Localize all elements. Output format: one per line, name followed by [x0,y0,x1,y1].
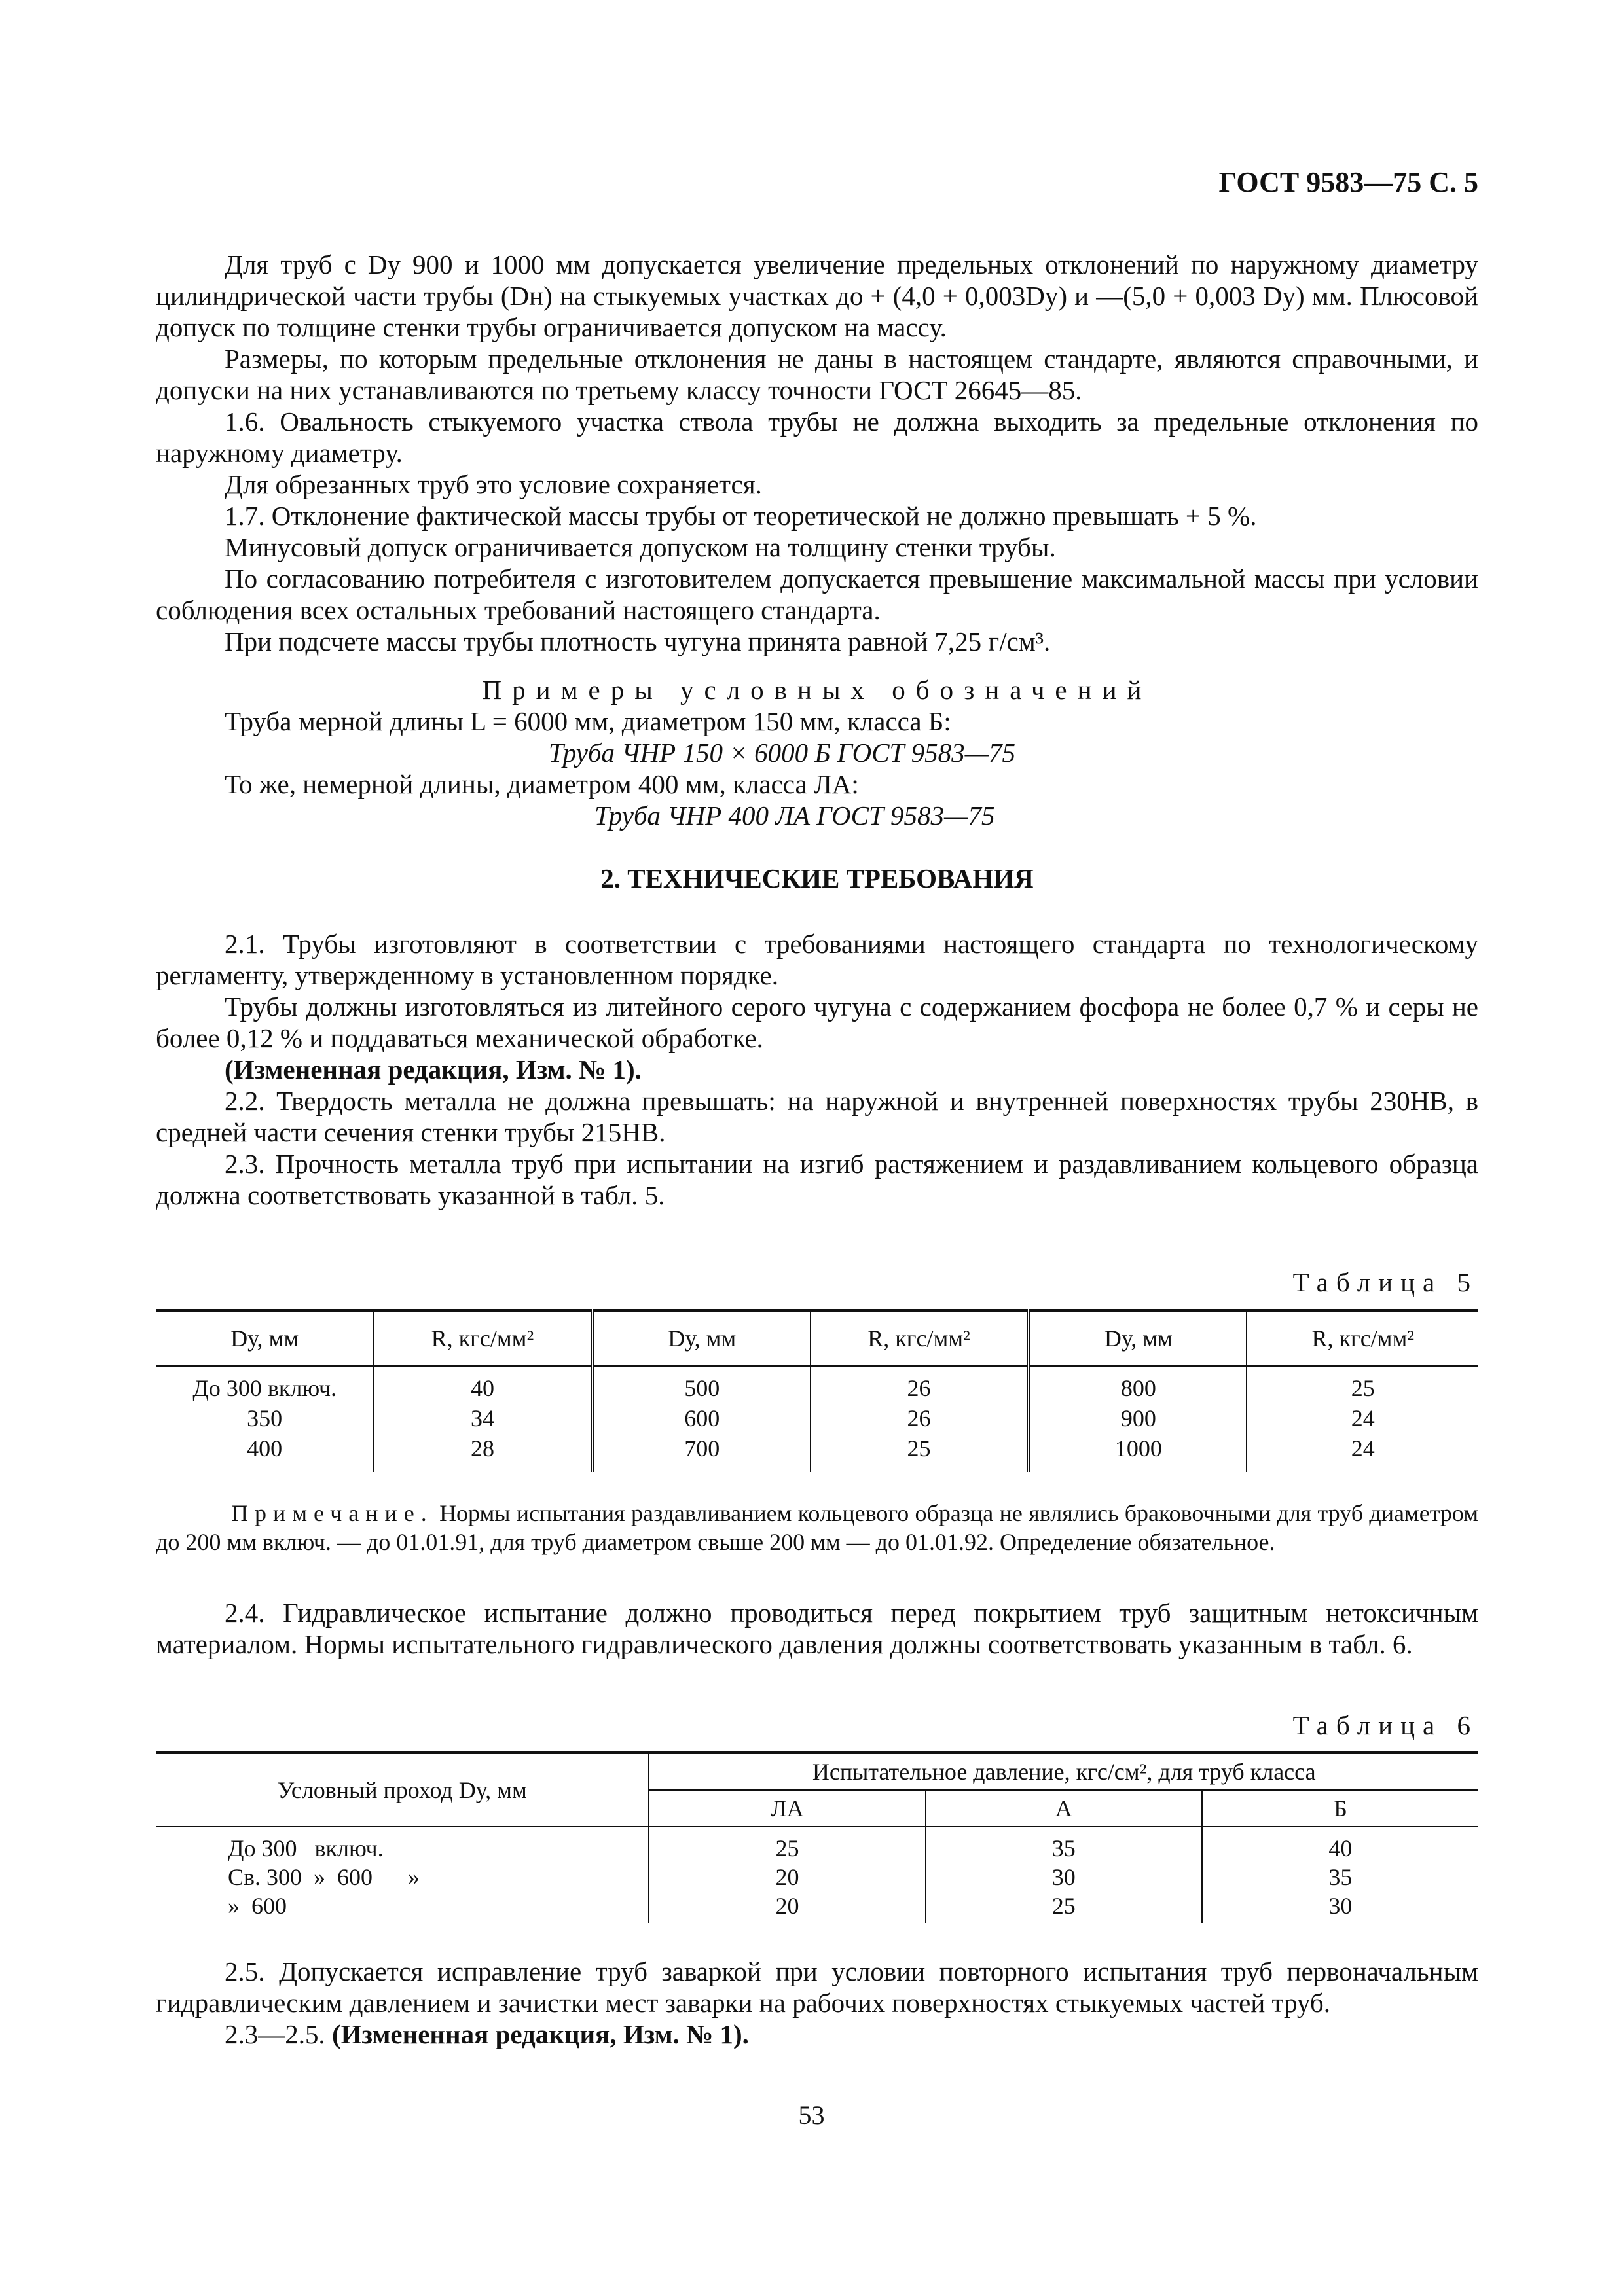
table-cell: 800 900 1000 [1029,1366,1247,1472]
examples-title: Примеры условных обозначений [482,675,1152,705]
table-row [156,1827,1478,1923]
table5-note [156,1499,1478,1556]
paragraph: 2.1. Трубы изготовляют в соответствии с требованиями настоящего стандарта по технологическому регламенту, утвержденному в установленном порядке. [156,929,1478,990]
table-header-cell: R, кгс/мм² [1247,1310,1478,1366]
table-header-cell: Условный проход Dу, мм [156,1753,649,1827]
table5-caption: Таблица 5 [1292,1267,1478,1297]
example-line: То же, немерной длины, диаметром 400 мм, класса ЛА: [225,769,859,799]
table-header-cell: Б [1202,1790,1478,1827]
paragraph: Размеры, по которым предельные отклонения не даны в настоящем стандарте, являются справочными, и допуски на них устанавливаются по третьему классу точности ГОСТ 26645—85. [156,344,1478,405]
paragraph: Минусовый допуск ограничивается допуском на толщину стенки трубы. [225,532,1056,562]
example-line: Труба ЧНР 150 × 6000 Б ГОСТ 9583—75 [549,738,1016,768]
paragraph-bold: (Измененная редакция, Изм. № 1). [225,1054,642,1085]
paragraph: 2.5. Допускается исправление труб заваркой при условии повторного испытания труб первоначальным гидравлическим давлением и зачистки мест заварки на рабочих поверхностях стыкуемых частей труб. [156,1956,1478,2018]
note-text: Нормы испытания раздавливанием кольцевого образца не являлись браковочными для труб диаметром до 200 мм включ. — до 01.01.91, для труб диаметром свыше 200 мм — до 01.01.92. Определение обязательное. [156,1500,1479,1555]
table-header-row [156,1310,1478,1366]
table6 [156,1751,1478,1923]
table-header-cell: ЛА [649,1790,925,1827]
paragraph: 2.4. Гидравлическое испытание должно проводиться перед покрытием труб защитным нетоксичным материалом. Нормы испытательного гидравлического давления должны соответствовать указанным в табл. 6. [156,1598,1478,1659]
example-line: Труба ЧНР 400 ЛА ГОСТ 9583—75 [594,800,995,831]
paragraph: 2.3. Прочность металла труб при испытании на изгиб растяжением и раздавливанием кольцевого образца должна соответствовать указанной в табл. 5. [156,1149,1478,1210]
section2-block [156,928,1478,1211]
table-header-cell: Dу, мм [156,1310,374,1366]
table-cell: До 300 включ. 350 400 [192,1375,337,1462]
table-cell: 26 26 25 [811,1366,1029,1472]
paragraph-bold: (Измененная редакция, Изм. № 1). [332,2019,749,2049]
paragraph: Для обрезанных труб это условие сохраняется. [225,469,762,499]
paragraph: При подсчете массы трубы плотность чугуна принята равной 7,25 г/см³. [225,626,1051,656]
table6-caption: Таблица 6 [1292,1710,1478,1740]
paragraph: По согласованию потребителя с изготовителем допускается превышение максимальной массы при условии соблюдения всех остальных требований настоящего стандарта. [156,564,1478,625]
paragraph: Трубы должны изготовляться из литейного серого чугуна с содержанием фосфора не более 0,7 % и серы не более 0,12 % и поддаваться механической обработке. [156,992,1478,1053]
paragraph [156,2018,1478,2050]
table-cell: 25 24 24 [1247,1366,1478,1472]
table-header-cell: Dу, мм [593,1310,811,1366]
paragraph: 1.7. Отклонение фактической массы трубы от теоретической не должно превышать + 5 %. [225,501,1257,531]
table-row [156,1366,1478,1472]
table-header-cell: Dу, мм [1029,1310,1247,1366]
paragraph-prefix: 2.3—2.5. [225,2019,325,2049]
table-header-cell: R, кгс/мм² [374,1310,592,1366]
table-header-cell: Испытательное давление, кгс/см², для труб класса [649,1753,1478,1790]
examples-block [156,674,1478,831]
table-header-cell: R, кгс/мм² [811,1310,1029,1366]
table-cell: 40 35 30 [1202,1827,1478,1923]
paragraph: 2.2. Твердость металла не должна превышать: на наружной и внутренней поверхностях трубы 230НВ, в средней части сечения стенки трубы 215НВ. [156,1086,1478,1147]
paragraph: 1.6. Овальность стыкуемого участка ствола трубы не должна выходить за предельные отклонения по наружному диаметру. [156,406,1478,468]
page-header: ГОСТ 9583—75 С. 5 [1218,166,1478,198]
table-header-cell: А [926,1790,1202,1827]
table-header-row [156,1753,1478,1790]
intro-block [156,249,1478,657]
section-title: 2. ТЕХНИЧЕСКИЕ ТРЕБОВАНИЯ [600,863,1034,893]
example-line: Труба мерной длины L = 6000 мм, диаметром 150 мм, класса Б: [225,706,951,736]
page-number: 53 [798,2100,825,2130]
table-cell: До 300 включ. Св. 300 » 600 » » 600 [228,1835,420,1919]
table-cell: 40 34 28 [374,1366,592,1472]
paragraph: Для труб с Dу 900 и 1000 мм допускается увеличение предельных отклонений по наружному диаметру цилиндрической части трубы (Dн) на стыкуемых участках до + (4,0 + 0,003Dу) и —(5,0 + 0,003 Dу) мм. Плюсовой допуск по толщине стенки трубы ограничивается допуском на массу. [156,249,1478,342]
final-block [156,1956,1478,2050]
table-cell: 500 600 700 [593,1366,811,1472]
table-cell: 25 20 20 [649,1827,925,1923]
table-cell: 35 30 25 [926,1827,1202,1923]
table5 [156,1309,1478,1472]
note-label: Примечание. [231,1500,433,1526]
